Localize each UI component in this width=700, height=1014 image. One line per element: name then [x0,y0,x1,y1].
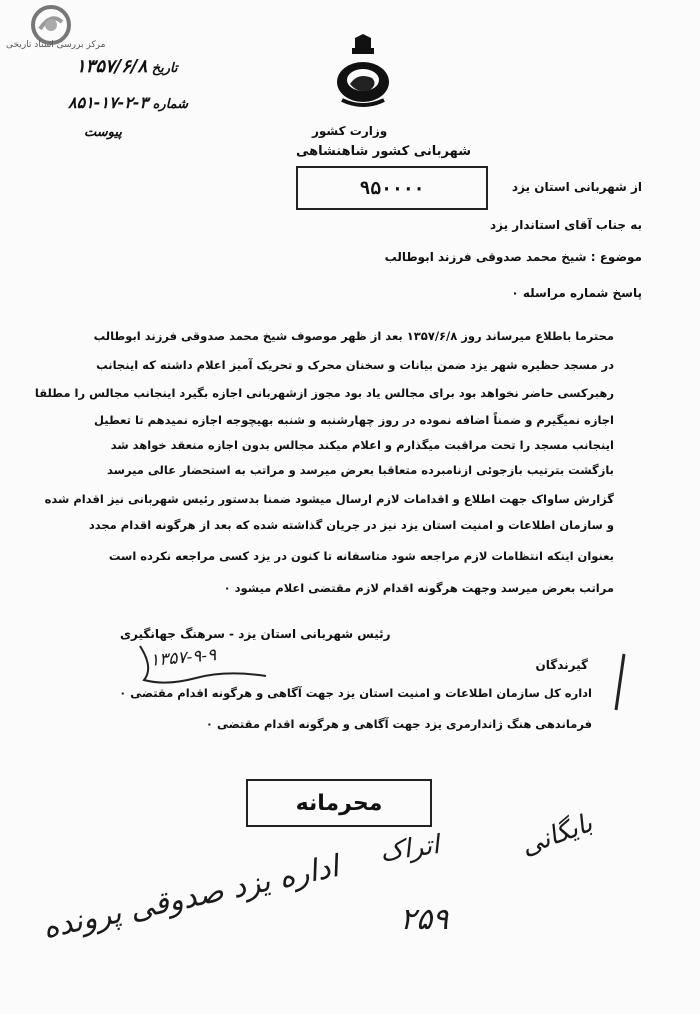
from-line: از شهربانی استان یزد [511,180,642,194]
to-line: به جناب آقای استاندار یزد [490,218,642,232]
signature-handwritten-date: ۱۳۵۷-۹-۹ [149,645,218,671]
number-label: شماره [152,97,189,112]
recipient-item: اداره کل سازمان اطلاعات و امنیت استان یزد جهت آگاهی و هرگونه اقدام مقتضی ۰ [119,686,592,700]
body-line: مراتب بعرض میرسد وجهت هرگونه اقدام لازم مقتضی اعلام میشود ۰ [223,581,614,595]
org-line-1: وزارت کشور [312,124,388,138]
body-line: محترما باطلاع میرساند روز ۱۳۵۷/۶/۸ بعد از ظهر موصوف شیخ محمد صدوقی فرزند ابوطالب [93,329,614,343]
stamp-text: محرمانه [295,790,383,816]
handwritten-number: ۲۵۹ [400,902,449,937]
date-label: تاریخ [151,61,178,76]
attachment-label: پیوست [84,125,122,140]
confidential-stamp [246,779,432,827]
watermark-text: مرکز بررسی اسناد تاریخی [6,40,106,50]
recipients-label: گیرندگان [535,658,588,672]
body-line: گزارش ساواک جهت اطلاع و اقدامات لازم ارسال میشود ضمنا بدستور رئیس شهربانی نیز اقدام شده [44,492,614,506]
org-line-2: شهربانی کشور شاهنشاهی [296,144,471,159]
body-line: بازگشت بترتیب بازجوئی ازنامبرده متعاقبا بعرض میرسد و مراتب به استحضار عالی میرسد [107,463,614,477]
body-line: اجازه نمیگیرم و ضمناً اضافه نموده در روز چهارشنبه و شنبه بهیچوجه اجازه نمیدهم تا تعطیل [94,413,614,427]
handwritten-note-archive: بایگانی [517,808,597,862]
body-line: و سازمان اطلاعات و امنیت استان یزد نیز در جریان گذاشته شده که بعد از هرگونه اقدام مجدد [88,518,614,532]
number-value: ۳-۲-۱۷-۸۵۱ [68,93,149,112]
reference-line: پاسخ شماره مراسله ۰ [511,286,642,300]
handwritten-note-mid: اتراک [378,830,442,868]
number-row [68,93,188,112]
handwritten-bottom-text: اداره یزد صدوقی پرونده [39,849,342,946]
lion-and-sun-emblem-icon [328,34,398,122]
signature-title: رئیس شهربانی استان یزد - سرهنگ جهانگیری [120,627,391,641]
date-value: ۱۳۵۷/۶/۸ [76,56,148,77]
recipient-item: فرماندهی هنگ ژاندارمری یزد جهت آگاهی و هرگونه اقدام مقتضی ۰ [205,717,592,731]
reference-number: ۹۵۰۰۰۰ [359,177,425,199]
signature-scribble-icon [136,640,276,690]
body-line: در مسجد حظیره شهر یزد ضمن بیانات و سخنان محرک و تحریک آمیز اعلام داشته که اینجانب [96,358,614,372]
date-row [76,56,178,77]
body-line: رهبرکسی حاضر نخواهد بود برای مجالس یاد بود مجوز ازشهربانی اجازه بگیرد اینجانب مجالس را مطلقا [34,386,614,400]
body-line: اینجانب مسجد را تحت مراقبت میگذارم و اعلام میکند مجالس بدون اجازه منعقد خواهد شد [110,438,614,452]
body-line: بعنوان اینکه انتظامات لازم مراجعه شود متاسفانه تا کنون در یزد کسی مراجعه نکرده است [108,549,614,563]
subject-line: موضوع : شیخ محمد صدوقی فرزند ابوطالب [384,250,642,264]
margin-stroke-icon [610,652,630,712]
reference-number-box [296,166,488,210]
